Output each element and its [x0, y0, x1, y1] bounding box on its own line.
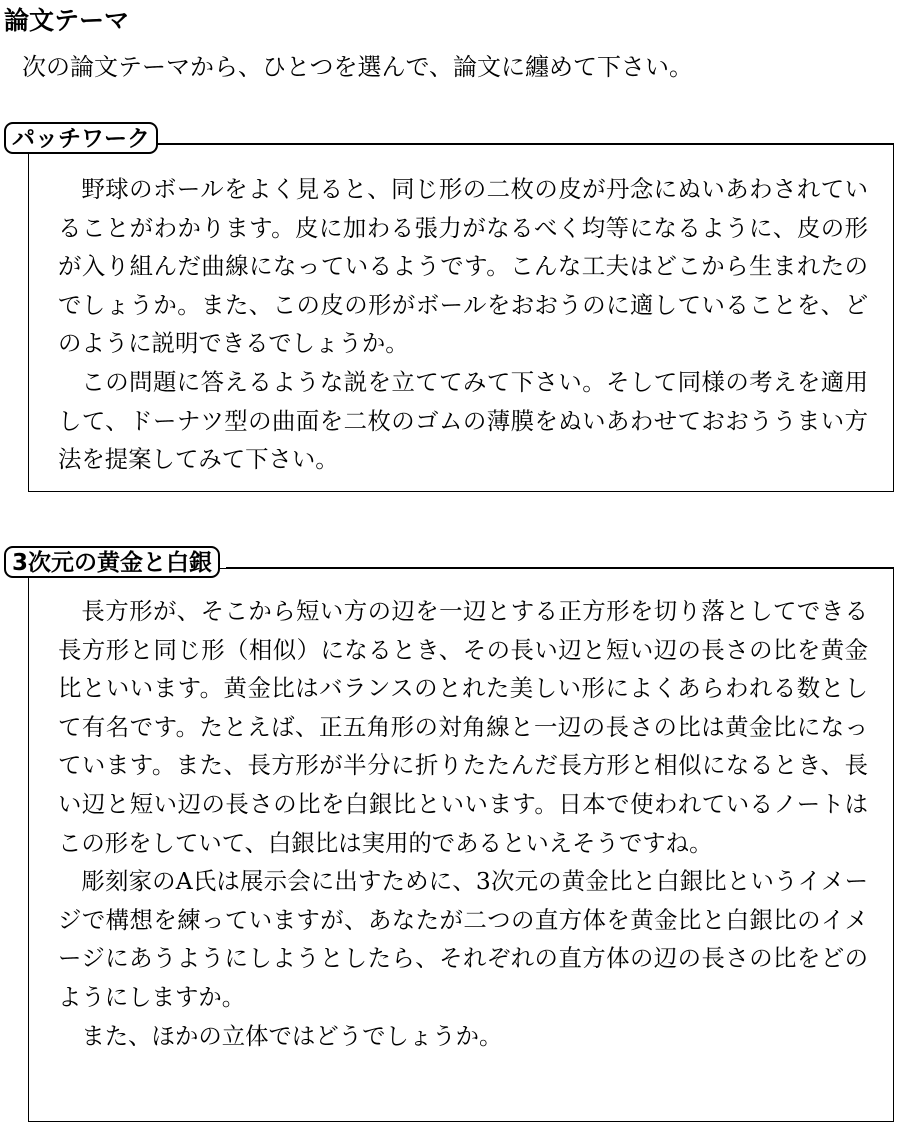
section-header-rule: [226, 567, 894, 568]
paragraph: また、ほかの立体ではどうでしょうか。: [81, 1021, 503, 1050]
paragraph: この問題に答えるような説を立ててみて下さい。そして同様の考えを適用して、ドーナツ型の曲面を二枚のゴムの薄膜をぬいあわせておおううまい方法を提案してみて下さい。: [58, 367, 868, 474]
paragraph: 長方形が、そこから短い方の辺を一辺とする正方形を切り落としてできる長方形と同じ形（相似）になるとき、その長い辺と短い辺の長さの比を黄金比といいます。黄金比はバランスのとれた美しい形によくあらわれる数として有名です。たとえば、正五角形の対角線と一辺の長さの比は黄金比になっています。また、長方形が半分に折りたたんだ長方形と相似になるとき、長い辺と短い辺の長さの比を白銀比といいます。日本で使われているノートはこの形をしていて、白銀比は実用的であるといえそうですね。: [58, 597, 868, 857]
instruction-text: 次の論文テーマから、ひとつを選んで、論文に纏めて下さい。: [22, 53, 694, 81]
section-body-patchwork: [58, 170, 868, 479]
section-body-golden-silver: [58, 592, 868, 1055]
page-title: 論文テーマ: [4, 6, 130, 35]
paragraph: 彫刻家のA氏は展示会に出すために、3次元の黄金比と白銀比というイメージで構想を練っていますが、あなたが二つの直方体を黄金比と白銀比のイメージにあうようにしようとしたら、それぞれの直方体の辺の長さの比をどのようにしますか。: [58, 867, 868, 1011]
section-header-rule: [150, 143, 894, 144]
paragraph: 野球のボールをよく見ると、同じ形の二枚の皮が丹念にぬいあわされていることがわかります。皮に加わる張力がなるべく均等になるように、皮の形が入り組んだ曲線になっているようです。こんな工夫はどこから生まれたのでしょうか。また、この皮の形がボールをおおうのに適していることを、どのように説明できるでしょうか。: [58, 175, 868, 358]
section-label-golden-silver: 3次元の黄金と白銀: [4, 546, 220, 578]
section-label-patchwork: パッチワーク: [4, 122, 158, 154]
